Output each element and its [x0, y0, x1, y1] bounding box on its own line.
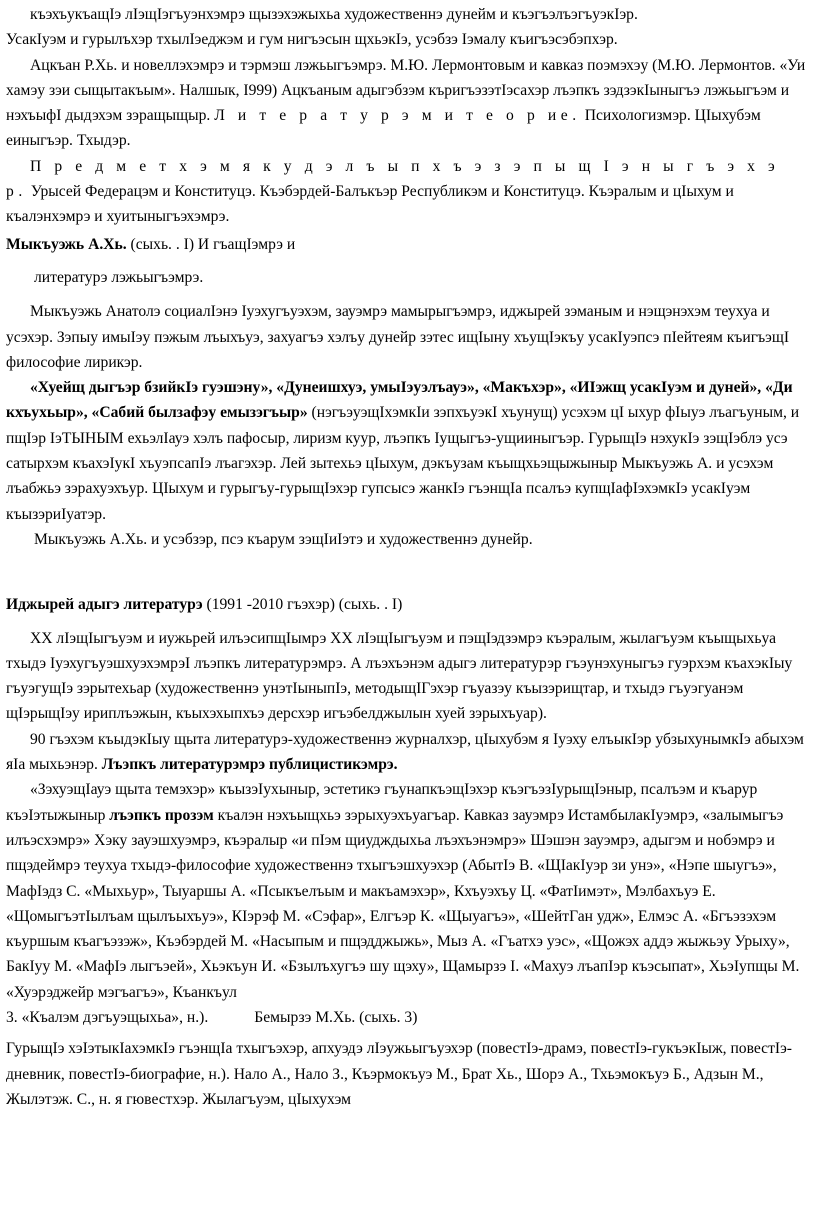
paragraph-genres: ГурыщIэ хэIэтыкIахэмкIэ гъэнщIа тхыгъэхэр, апхуэдэ лIэужьыгъуэхэр (повестIэ-драмэ, повестIэ-гукъэкIыж, повестIэ-дневник, повестIэ-биографие, н.). Нало А., Нало З., Къэрмокъуэ М., Брат Хь., Шорэ А., Тхьэмокъуэ Б., Адзын М., Жылэтэж. С., н. я гювестхэр. Жылагъуэм, цIыхухэм	[6, 1040, 792, 1108]
section-heading-mykuezh-line2: литературэ лэжьыгъэмрэ.	[34, 268, 204, 286]
paragraph-atskan: Ацкъан Р.Хь. и новеллэхэмрэ и тэрмэш лэжьыгъэмрэ. М.Ю. Лермонтовым и кавказ поэмэхэу (М.Ю. Лермонтов. «Уи хамэу зэи сыщытакъым». Налшык, I999) Ацкъаным адыгэбзэм къригъэзэтIэсахэр лъэпкъ зэдзэкIыныгъэ лэжьыгъэм и нэхъыфI дыдэхэм зэращыщыр. Л и т е р а т у р э м и т е о р ие. Психологизмэр. ЦIыхубэм еиныгъэр. Тхыдэр.	[6, 56, 806, 150]
spaced-heading-interdisciplinary: П р е д м е т х э м я к у д э л ъ ы п х ъ э з э п ы щ I э н ы г ъ э х э р.	[6, 157, 780, 201]
paragraph-poetic-language: Мыкъуэжь А.Хь. и усэбзэр, псэ къарум зэщIиIэтэ и художественнэ дунейр.	[34, 530, 533, 548]
paragraph-theme-cont: къэхъукъащIэ лIэщIэгъуэнхэмрэ щызэхэжыхьа художественнэ дунейм и къэгъэлъэгъуэкIэр. УсакIуэм и гурылъхэр тхылIэеджэм и гум нигъэсын щхьэкIэ, усэбзэ Iэмалу къигъэсэбэпхэр.	[6, 6, 638, 49]
paragraph-interdisciplinary: П р е д м е т х э м я к у д э л ъ ы п х ъ э з э п ы щ I э н ы г ъ э х э р. Урысей Федерацэм и Конституцэ. Къэбэрдей-Балъкъэр Республикэм и Конституцэ. Къэралым и цIыхум и къалэнхэмрэ и хуитыныгъэхэмрэ.	[6, 157, 780, 226]
author-name: Мыкъуэжь А.Хь.	[6, 235, 127, 253]
paragraph-national-prose: «ЗэхуэщIауэ щыта темэхэр» къызэIухыныр, эстетикэ гъунапкъэщIэхэр къэгъэзIурыщIэныр, псалъэм и къарур къэIэтыжыныр лъэпкъ прозэм къалэн нэхъыщхьэ зэрыхуэхъуагъар. Кавказ зауэмрэ ИстамбылакIуэмрэ, «залымыгъэ илъэсхэмрэ» Хэку зауэшхуэмрэ, къэралыр «и пIэм щиудждыхьа лъэхъэнэмрэ» Шэшэн зауэмрэ, адыгэм и нобэмрэ и пщэдеймрэ теухуа тхыдэ-философие художественнэ тхыгъэшхуэхэр (АбытIэ В. «ЩIакIуэр зи унэ», «Нэпе шыугъэ», МафIэдз С. «Мыхьур», Тыуаршы А. «Псыкъелъым и макъамэхэр», Кхъуэхъу Ц. «ФатIимэт», Мэлбахъуэ Е. «ЩомыгъэтIылъам щылъыхъуэ», КIэрэф М. «Сэфар», Елгъэр К. «Щыуагъэ», «ШейтГан удж», Елмэс А. «Бгъэзэхэм къуршым къагъэзэж», Къэбэрдей М. «Насыпым и пщэдджыжь», Мыз А. «Гъатхэ уэс», «Щожэх аддэ жыжьэу Урыху», БакIуу М. «МафIэ лыгъэей», Хьэкъун И. «Бзылъхугъэ шу щэху», Щамырзэ I. «Махуэ лъапIэр къэсыпат», ХьэIупщы М. «Хуэрэджейр мэгъагъэ», Къанкъул 3. «Къалэм дэгъуэщыхьа», н.). Бемырзэ М.Хь. (сыхь. 3)	[6, 781, 800, 1026]
section-heading-mykuezh: Мыкъуэжь А.Хь. (сыхь. . I) И гъащIэмрэ и	[6, 235, 296, 253]
paragraph-journals: 90 гъэхэм къыдэкIыу щыта литературэ-художественнэ журналхэр, цIыхубэм я Iуэху елъыкIэр убзыхунымкIэ абыхэм яIа мыхьэнэр. Лъэпкъ литературэмрэ публицистикэмрэ.	[6, 730, 804, 774]
paragraph-mykuezh-poems: Мыкъуэжь Анатолэ социалIэнэ Iуэхугъуэхэм, зауэмрэ мамырыгъэмрэ, иджырей зэманым и нэщэнэхэм теухуа и усэхэр. Зэпыу имыIэу пэжым лъыхъуэ, захуагъэ хэлъу дунейр зэтес ищIыну хъущIэкъу усакIуэпсэ пIейтеям къигъэщI философие лирикэр.	[6, 303, 790, 371]
spaced-heading-literature-theory: Л и т е р а т у р э м и т е о р ие.	[214, 107, 581, 125]
paragraph-poem-titles: «Хуейщ дыгъэр бзийкIэ гуэшэну», «Дунеишхуэ, умыIэуэлъауэ», «Макъхэр», «ИIэжщ усакIуэм и дуней», «Ди кхъухьыр», «Сабий былзафэу емызэгъыр» (нэгъэуэщIхэмкIи зэпхъуэкI хъунущ) усэхэм цI ыхур фIыуэ лъагъуным, и пщIэр IэТЫНЫМ ехьэлIауэ хэлъ пафосыр, лиризм куур, лъэпкъ Iущыгъэ-ущииныгъэр. ГурыщIэ нэхукIэ зэщIэблэ усэ сатырхэм къахэIукI хъуэпсапIэ лъагэхэр. Лей зытехьэ цIыхум, дэкъузам къыщхьэщыжыныр Мыкъуэжь А. и усэхэм лъабжьэ зэрахуэхъур. ЦIыхум и гурыгъу-гурыщIэхэр гупсысэ жанкIэ гъэнщIа псалъэ купщIафIэхэмкIэ усакIуэм къызэриIуатэр.	[6, 379, 800, 523]
hours-note: Бемырзэ М.Хь. (сыхь. 3)	[254, 1008, 418, 1026]
section-heading-modern-literature: Иджырей адыгэ литературэ (1991 -2010 гъэхэр) (сыхь. . I)	[6, 596, 403, 614]
paragraph-xx-century: XX лIэщIыгъуэм и иужьрей илъэсипщIымрэ XX лIэщIыгъуэм и пэщIэдзэмрэ къэралым, жылагъуэм къыщыхьуа тхыдэ IуэхугъуэшхуэхэмрэI лъэпкъ литературэмрэ. А лъэхъэнэм адыгэ литературэр гъэунэхуныгъэ гуэрхэм къахэкIыу гъуэгущIэ зэрытехьар (художественнэ унэтIыныпIэ, методыщIГэхэр гъуазэу къызэрищтар, и тхыдэ гъуэгуанэм щIэрыщIэу ириплъэжын, къыхэхыпхъэ дерсхэр игъэбелджылын хуей зэрыхъуар).	[6, 629, 793, 723]
section-title: Иджырей адыгэ литературэ	[6, 596, 203, 614]
